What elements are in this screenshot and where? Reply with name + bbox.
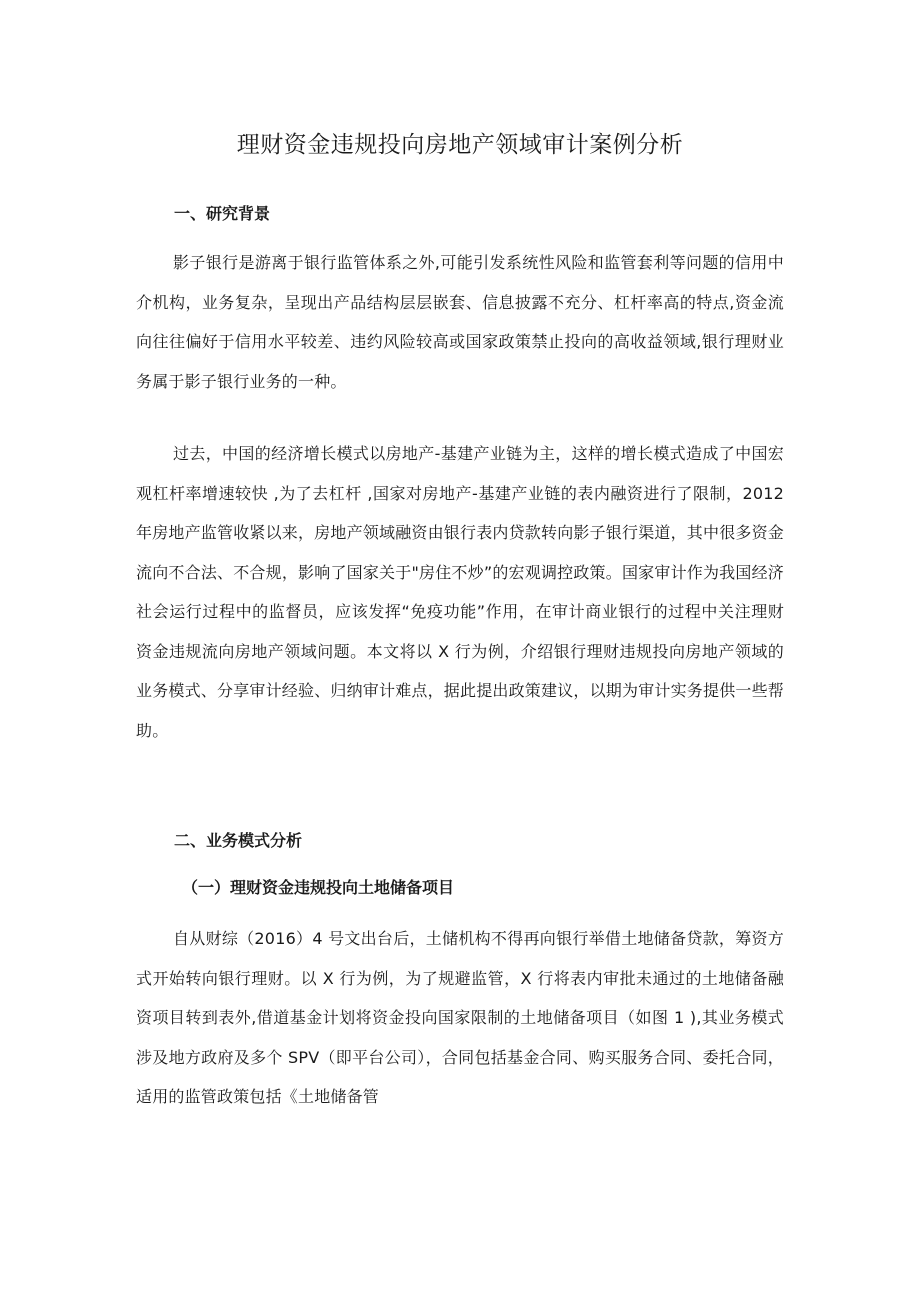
paragraph-shadow-banking: 影子银行是游离于银行监管体系之外,可能引发系统性风险和监管套利等问题的信用中介机构，业务复杂，呈现出产品结构层层嵌套、信息披露不充分、杠杆率高的特点,资金流向往往偏好于信用水平较差、违约风险较高或国家政策禁止投向的高收益领域,银行理财业务属于影子银行业务的一种。 bbox=[136, 253, 784, 391]
paragraph-real-estate-background: 过去，中国的经济增长模式以房地产-基建产业链为主，这样的增长模式造成了中国宏观杠杆率增速较快 ,为了去杠杆 ,国家对房地产-基建产业链的表内融资进行了限制，2012 年房地产监管收紧以来，房地产领域融资由银行表内贷款转向影子银行渠道，其中很多资金流向不合法、不合规，影响了国家关于"房住不炒”的宏观调控政策。国家审计作为我国经济社会运行过程中的监督员，应该发挥“免疫功能”作用，在审计商业银行的过程中关注理财资金违规流向房地产领域问题。本文将以 X 行为例，介绍银行理财违规投向房地产领域的业务模式、分享审计经验、归纳审计难点，据此提出政策建议，以期为审计实务提供一些帮助。 bbox=[136, 444, 785, 740]
paragraph-land-reserve-model: 自从财综（2016）4 号文出台后，土储机构不得再向银行举借土地储备贷款，筹资方式开始转向银行理财。以 X 行为例，为了规避监管，X 行将表内审批未通过的土地储备融资项目转到表外,借道基金计划将资金投向国家限制的土地储备项目（如图 1 ),其业务模式涉及地方政府及多个 SPV（即平台公司），合同包括基金合同、购买服务合同、委托合同，适用的监管政策包括《土地储备管 bbox=[136, 929, 784, 1106]
document-title: 理财资金违规投向房地产领域审计案例分析 bbox=[236, 132, 684, 158]
subsection-heading-land-reserve: （一）理财资金违规投向土地储备项目 bbox=[182, 878, 455, 897]
section-heading-background: 一、研究背景 bbox=[174, 204, 271, 223]
section-heading-business-model: 二、业务模式分析 bbox=[174, 831, 303, 850]
